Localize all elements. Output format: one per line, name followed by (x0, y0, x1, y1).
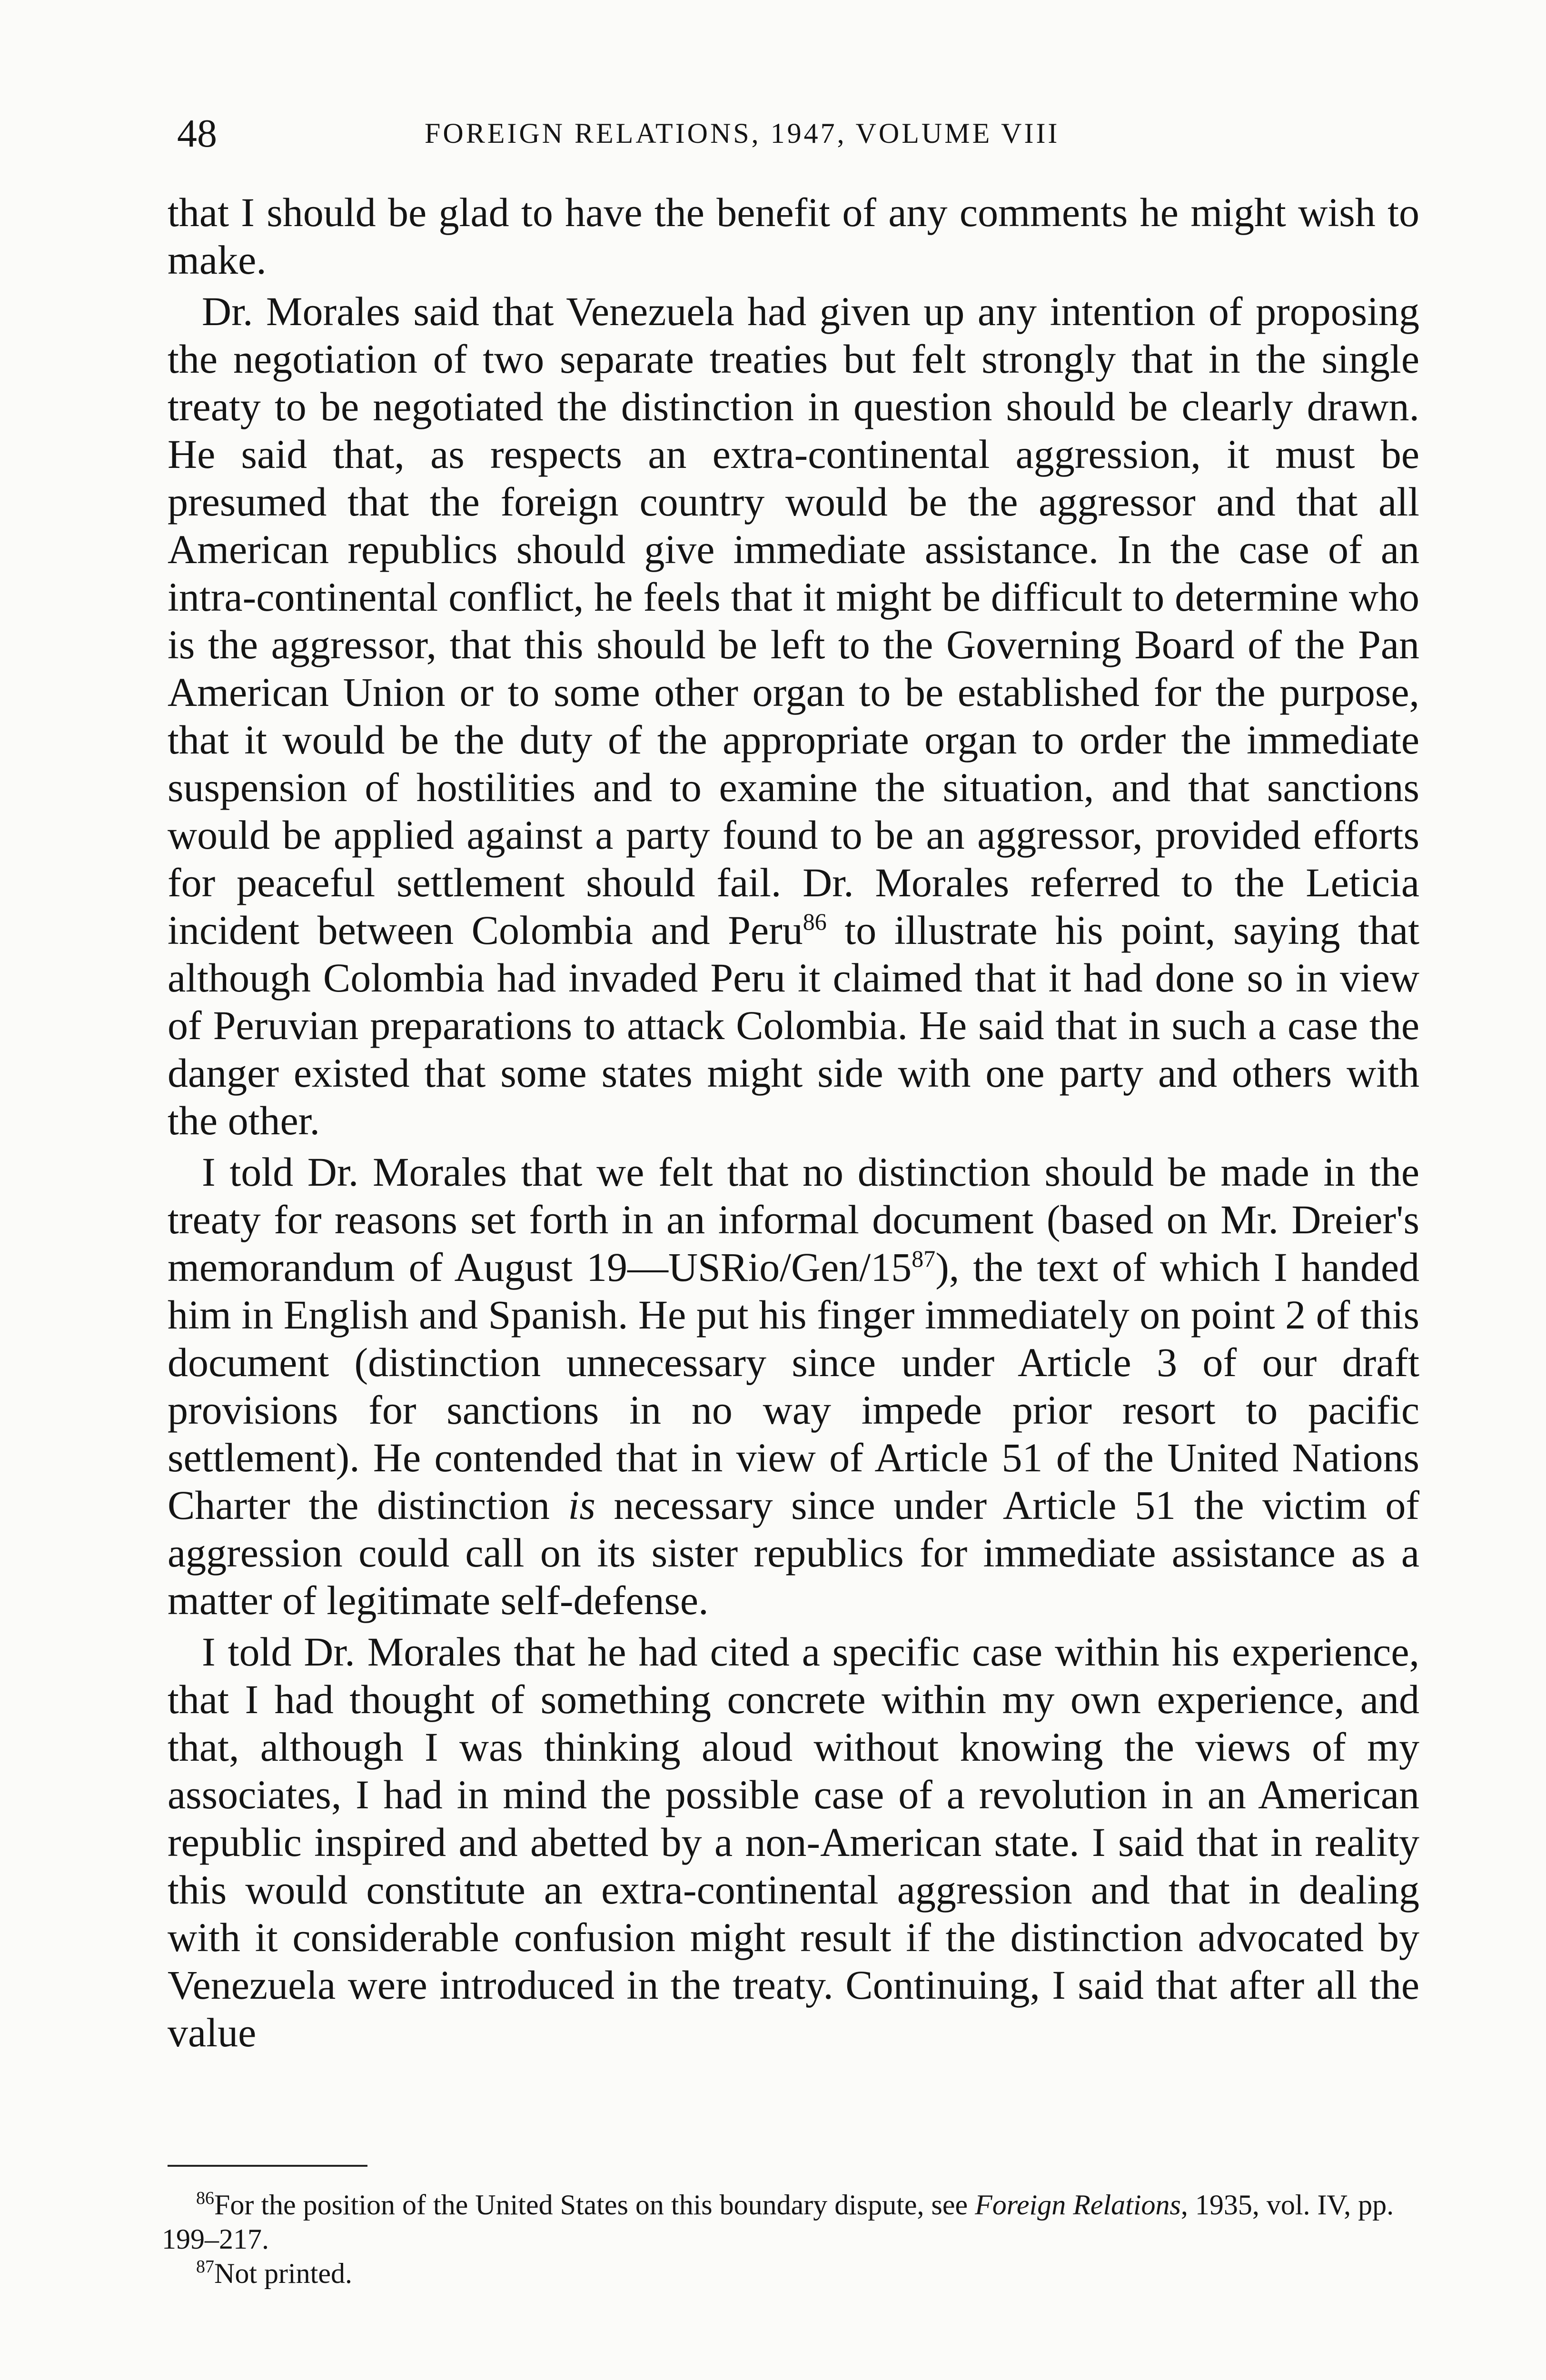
footnote-mark-86: 86 (196, 2188, 214, 2208)
paragraph-4: I told Dr. Morales that he had cited a specific case within his experience, that I had thought of something concrete within my own experience, and that, although I was thinking aloud without knowing the views of my associates, I had in mind the possible case of a revolution in an American republic inspired and abetted by a non-American state. I said that in reality this would constitute an extra-continental aggression and that in dealing with it considerable confusion might result if the distinction advocated by Venezuela were introduced in the treaty. Continuing, I said that after all the value (168, 1629, 1419, 2055)
body-text (168, 188, 1419, 2056)
footnote-86-title: Foreign Relations (975, 2189, 1181, 2221)
footnote-rule (168, 2165, 367, 2167)
footnote-ref-87: 87 (912, 1245, 936, 1272)
footnote-87-text: Not printed. (214, 2258, 352, 2289)
footnote-mark-87: 87 (196, 2257, 214, 2277)
footnotes (162, 2188, 1418, 2291)
footnote-86-text: For the position of the United States on this boundary dispute, see (214, 2189, 975, 2221)
running-head: FOREIGN RELATIONS, 1947, VOLUME VIII (425, 118, 1060, 149)
paragraph-2 (168, 288, 1419, 1144)
paragraph-1: that I should be glad to have the benefit of any comments he might wish to make. (168, 189, 1419, 283)
footnote-87 (162, 2256, 1418, 2291)
footnote-86-tail: , 1935, vol. IV, pp. 199–217. (162, 2189, 1394, 2255)
paragraph-3-emphasis: is (568, 1482, 595, 1528)
paragraph-3-text-b: ), the text of which I handed him in English and Spanish. He put his finger immediately on point 2 of this document (distinction unnecessary since under Article 3 of our draft provisions for sanctions in no way impede prior resort to pacific settlement). He contended that in view of Article 51 of the United Nations Charter the distinction (168, 1244, 1419, 1528)
footnote-86 (162, 2188, 1418, 2256)
paragraph-3-text-c: necessary since under Article 51 the victim of aggression could call on its sister republics for immediate assistance as a matter of legitimate self-defense. (168, 1482, 1419, 1623)
paragraph-2-text-a: Dr. Morales said that Venezuela had given up any intention of proposing the negotiation of two separate treaties but felt strongly that in the single treaty to be negotiated the distinction in question should be clearly drawn. He said that, as respects an extra-continental aggression, it must be presumed that the foreign country would be the aggressor and that all American republics should give immediate assistance. In the case of an intra-continental conflict, he feels that it might be difficult to determine who is the aggressor, that this should be left to the Governing Board of the Pan American Union or to some other organ to be established for the purpose, that it would be the duty of the appropriate organ to order the immediate suspension of hostilities and to examine the situation, and that sanctions would be applied against a party found to be an aggressor, provided efforts for peaceful settlement should fail. Dr. Morales referred to the Leticia incident between Colombia and Peru (168, 288, 1419, 953)
page-header (177, 110, 1415, 168)
page-number: 48 (177, 111, 217, 156)
paragraph-2-text-b: to illustrate his point, saying that although Colombia had invaded Peru it claimed that it had done so in view of Peruvian preparations to attack Colombia. He said that in such a case the danger existed that some states might side with one party and others with the other. (168, 907, 1420, 1143)
paragraph-3-text-a: I told Dr. Morales that we felt that no distinction should be made in the treaty for reasons set forth in an informal document (based on Mr. Dreier's memorandum of August 19—USRio/Gen/15 (168, 1149, 1419, 1290)
paragraph-3 (168, 1148, 1419, 1624)
footnote-ref-86: 86 (803, 908, 827, 935)
